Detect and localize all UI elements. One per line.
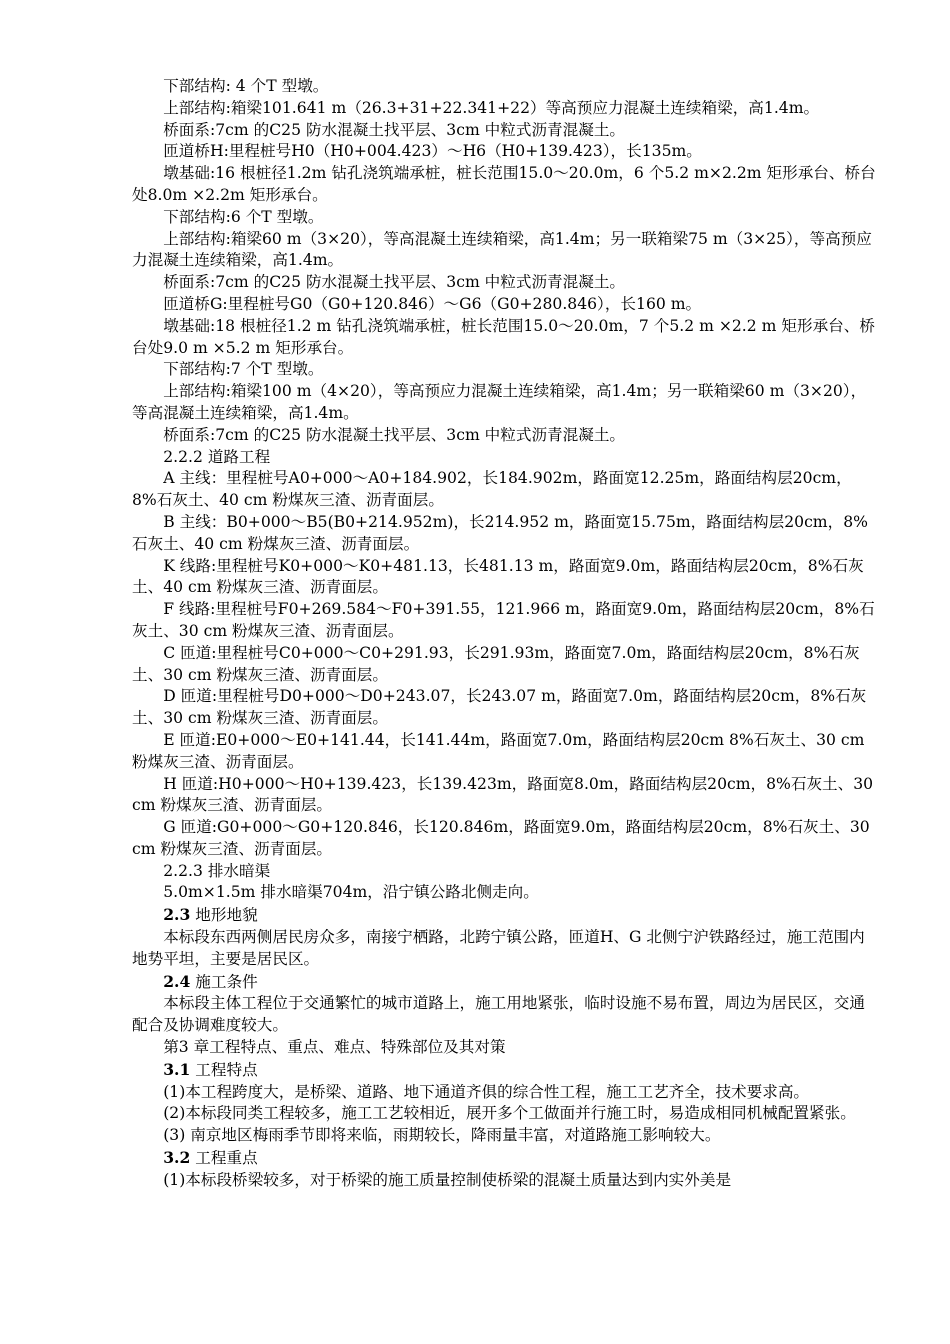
paragraph: [132, 1082, 876, 1104]
paragraph: [132, 927, 876, 971]
paragraph: [132, 98, 876, 120]
paragraph-text: K 线路:里程桩号K0+000～K0+481.13，长481.13 m，路面宽9.0m，路面结构层20cm，8%石灰土、40 cm 粉煤灰三渣、沥青面层。: [132, 556, 864, 597]
paragraph-text: 第3 章工程特点、重点、难点、特殊部位及其对策: [163, 1038, 506, 1057]
paragraph-text: 上部结构:箱梁101.641 m（26.3+31+22.341+22）等高预应力混凝土连续箱梁，高1.4m。: [163, 98, 820, 117]
paragraph-text: 5.0m×1.5m 排水暗渠704m，沿宁镇公路北侧走向。: [163, 883, 539, 902]
paragraph: [132, 1059, 876, 1082]
paragraph: [132, 861, 876, 883]
paragraph-text: (2)本标段同类工程较多，施工工艺较相近，展开多个工做面并行施工时，易造成相同机械配置紧张。: [163, 1104, 856, 1123]
paragraph-text: (1)本标段桥梁较多，对于桥梁的施工质量控制使桥梁的混凝土质量达到内实外美是: [163, 1170, 732, 1189]
paragraph-text: 匝道桥H:里程桩号H0（H0+004.423）～H6（H0+139.423），长135m。: [163, 142, 702, 161]
paragraph: [132, 207, 876, 229]
paragraph: [132, 1147, 876, 1170]
paragraph: [132, 120, 876, 142]
paragraph-text: C 匝道:里程桩号C0+000～C0+291.93，长291.93m，路面宽7.0m，路面结构层20cm，8%石灰土、30 cm 粉煤灰三渣、沥青面层。: [132, 643, 860, 684]
paragraph: [132, 774, 876, 818]
paragraph: [132, 1125, 876, 1147]
paragraph-text: 桥面系:7cm 的C25 防水混凝土找平层、3cm 中粒式沥青混凝土。: [163, 273, 626, 292]
section-number: 2.3: [163, 905, 191, 925]
paragraph-text: 施工条件: [190, 972, 258, 991]
paragraph-text: E 匝道:E0+000～E0+141.44，长141.44m，路面宽7.0m，路面结构层20cm 8%石灰土、30 cm 粉煤灰三渣、沥青面层。: [132, 730, 865, 771]
paragraph: [132, 359, 876, 381]
paragraph: [132, 993, 876, 1037]
paragraph: [132, 882, 876, 904]
paragraph-text: 2.2.3 排水暗渠: [163, 861, 271, 880]
paragraph-text: 桥面系:7cm 的C25 防水混凝土找平层、3cm 中粒式沥青混凝土。: [163, 425, 626, 444]
paragraph: [132, 556, 876, 600]
paragraph: [132, 1170, 876, 1192]
paragraph-text: H 匝道:H0+000～H0+139.423，长139.423m，路面宽8.0m，路面结构层20cm，8%石灰土、30 cm 粉煤灰三渣、沥青面层。: [132, 774, 874, 815]
section-number: 3.1: [163, 1059, 191, 1079]
paragraph-text: G 匝道:G0+000～G0+120.846，长120.846m，路面宽9.0m，路面结构层20cm，8%石灰土、30 cm 粉煤灰三渣、沥青面层。: [132, 818, 870, 858]
paragraph: [132, 229, 876, 273]
paragraph: [132, 447, 876, 469]
paragraph-text: 工程特点: [190, 1060, 258, 1079]
paragraph: [132, 141, 876, 163]
paragraph-text: 2.2.2 道路工程: [163, 447, 271, 466]
paragraph-text: F 线路:里程桩号F0+269.584～F0+391.55，121.966 m，路面宽9.0m，路面结构层20cm，8%石灰土、30 cm 粉煤灰三渣、沥青面层。: [132, 600, 875, 640]
paragraph: [132, 686, 876, 730]
paragraph-text: 本标段主体工程位于交通繁忙的城市道路上，施工用地紧张，临时设施不易布置，周边为居民区，交通配合及协调难度较大。: [132, 994, 865, 1035]
paragraph-text: 下部结构:6 个T 型墩。: [163, 207, 324, 226]
paragraph-text: 匝道桥G:里程桩号G0（G0+120.846）～G6（G0+280.846），长160 m。: [163, 294, 702, 313]
paragraph: [132, 1037, 876, 1059]
paragraph: [132, 904, 876, 927]
paragraph: [132, 76, 876, 98]
paragraph-text: 下部结构: 4 个T 型墩。: [163, 77, 329, 95]
paragraph: [132, 381, 876, 425]
paragraph: [132, 1103, 876, 1125]
paragraph: [132, 294, 876, 316]
section-number: 2.4: [163, 971, 191, 991]
paragraph: [132, 599, 876, 643]
paragraph: [132, 512, 876, 556]
paragraph-text: 工程重点: [190, 1149, 258, 1168]
paragraph: [132, 643, 876, 687]
paragraph: [132, 425, 876, 447]
paragraph-text: 上部结构:箱梁60 m（3×20），等高混凝土连续箱梁，高1.4m；另一联箱梁75 m（3×25），等高预应力混凝土连续箱梁，高1.4m。: [132, 229, 872, 270]
paragraph-text: (3) 南京地区梅雨季节即将来临，雨期较长，降雨量丰富，对道路施工影响较大。: [163, 1126, 721, 1145]
paragraph-text: 下部结构:7 个T 型墩。: [163, 360, 324, 379]
paragraph-text: D 匝道:里程桩号D0+000～D0+243.07，长243.07 m，路面宽7.0m，路面结构层20cm，8%石灰土、30 cm 粉煤灰三渣、沥青面层。: [132, 687, 867, 728]
paragraph: [132, 971, 876, 994]
paragraph: [132, 163, 876, 207]
section-number: 3.2: [163, 1148, 191, 1168]
paragraph-text: 墩基础:16 根桩径1.2m 钻孔浇筑端承桩，桩长范围15.0～20.0m，6 个5.2 m×2.2m 矩形承台、桥台处8.0m ×2.2m 矩形承台。: [132, 164, 876, 204]
paragraph-text: A 主线：里程桩号A0+000～A0+184.902，长184.902m，路面宽12.25m，路面结构层20cm，8%石灰土、40 cm 粉煤灰三渣、沥青面层。: [132, 469, 852, 510]
paragraph: [132, 316, 876, 360]
paragraph-text: 墩基础:18 根桩径1.2 m 钻孔浇筑端承桩，桩长范围15.0～20.0m，7 个5.2 m ×2.2 m 矩形承台、桥台处9.0 m ×5.2 m 矩形承台。: [132, 316, 875, 357]
paragraph-text: (1)本工程跨度大，是桥梁、道路、地下通道齐俱的综合性工程，施工工艺齐全，技术要求高。: [163, 1082, 810, 1101]
paragraph-text: 上部结构:箱梁100 m（4×20），等高预应力混凝土连续箱梁，高1.4m；另一联箱梁60 m（3×20），等高混凝土连续箱梁，高1.4m。: [132, 382, 867, 422]
document-body: [132, 76, 876, 1192]
paragraph: [132, 730, 876, 774]
paragraph-text: B 主线：B0+000～B5(B0+214.952m)，长214.952 m，路面宽15.75m，路面结构层20cm，8%石灰土、40 cm 粉煤灰三渣、沥青面层。: [132, 512, 868, 553]
paragraph: [132, 817, 876, 861]
paragraph-text: 桥面系:7cm 的C25 防水混凝土找平层、3cm 中粒式沥青混凝土。: [163, 120, 626, 139]
paragraph-text: 地形地貌: [190, 906, 258, 925]
paragraph: [132, 272, 876, 294]
paragraph-text: 本标段东西两侧居民房众多，南接宁栖路，北跨宁镇公路，匝道H、G 北侧宁沪铁路经过，施工范围内地势平坦，主要是居民区。: [132, 928, 865, 968]
paragraph: [132, 468, 876, 512]
